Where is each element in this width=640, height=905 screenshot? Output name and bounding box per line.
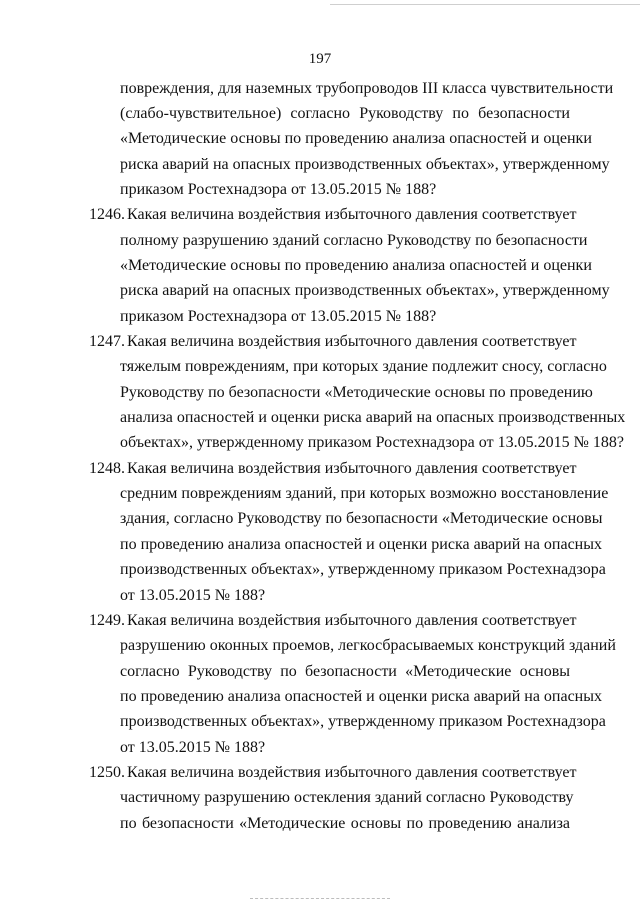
text-line: приказом Ростехнадзора от 13.05.2015 № 188? — [120, 307, 437, 325]
text-line: от 13.05.2015 № 188? — [120, 586, 266, 604]
text-line: Какая величина воздействия избыточного давления соответствует — [127, 206, 577, 224]
question-number: 1248. — [89, 459, 125, 477]
text-line: объектах», утвержденному приказом Ростехнадзора от 13.05.2015 № 188? — [120, 434, 624, 452]
text-line: повреждения, для наземных трубопроводов III класса чувствительности — [120, 79, 614, 97]
text-line: средним повреждениям зданий, при которых возможно восстановление — [120, 485, 609, 503]
text-line: полному разрушению зданий согласно Руководству по безопасности — [120, 231, 588, 249]
text-line: приказом Ростехнадзора от 13.05.2015 № 188? — [120, 180, 437, 198]
text-line: согласно Руководству по безопасности «Методические основы — [120, 662, 570, 680]
text-line: частичному разрушению остекления зданий согласно Руководству — [120, 789, 574, 807]
text-line: риска аварий на опасных производственных объектах», утвержденному — [120, 155, 610, 173]
text-line: по проведению анализа опасностей и оценки риска аварий на опасных — [120, 535, 602, 553]
text-line: разрушению оконных проемов, легкосбрасываемых конструкций зданий — [120, 637, 616, 655]
text-line: производственных объектах», утвержденному приказом Ростехнадзора — [120, 561, 606, 579]
text-line: по безопасности «Методические основы по проведению анализа — [120, 814, 570, 832]
text-line: Какая величина воздействия избыточного давления соответствует — [127, 611, 577, 629]
text-line: Какая величина воздействия избыточного давления соответствует — [127, 459, 577, 477]
text-line: здания, согласно Руководству по безопасности «Методические основы — [120, 510, 603, 528]
text-line: «Методические основы по проведению анализа опасностей и оценки — [120, 256, 592, 274]
text-line: тяжелым повреждениям, при которых здание подлежит сносу, согласно — [120, 358, 607, 376]
text-line: анализа опасностей и оценки риска аварий на опасных производственных — [120, 409, 626, 427]
scan-bottom-mark — [250, 898, 390, 901]
text-line: (слабо-чувствительное) согласно Руководству по безопасности — [120, 104, 570, 122]
question-number: 1247. — [89, 333, 125, 350]
text-line: Какая величина воздействия избыточного давления соответствует — [127, 763, 577, 781]
text-line: Какая величина воздействия избыточного давления соответствует — [127, 333, 577, 350]
text-line: «Методические основы по проведению анализа опасностей и оценки — [120, 130, 592, 148]
text-line: Руководству по безопасности «Методические основы по проведению — [120, 383, 593, 401]
scan-edge-line — [330, 4, 640, 5]
page-number: 197 — [308, 51, 332, 67]
text-line: по проведению анализа опасностей и оценки риска аварий на опасных — [120, 687, 602, 705]
text-line: от 13.05.2015 № 188? — [120, 738, 266, 756]
question-number: 1250. — [89, 763, 125, 781]
text-line: производственных объектах», утвержденному приказом Ростехнадзора — [120, 713, 606, 731]
text-line: риска аварий на опасных производственных объектах», утвержденному — [120, 282, 610, 300]
question-number: 1246. — [89, 206, 125, 224]
question-number: 1249. — [89, 611, 125, 629]
